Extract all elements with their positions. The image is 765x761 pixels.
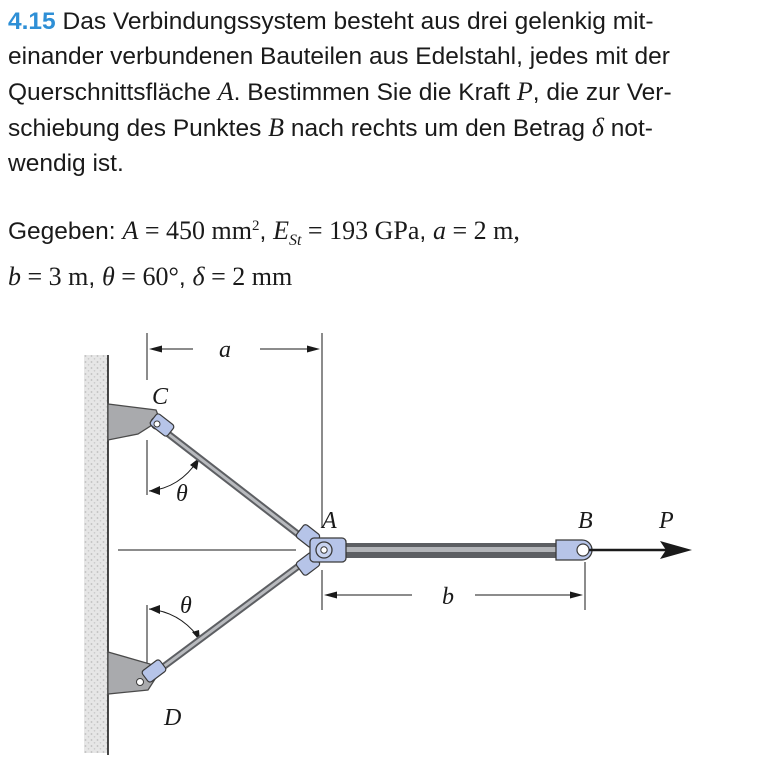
clevis-B <box>556 508 593 560</box>
joint-A <box>295 508 346 576</box>
label-a: a <box>219 337 231 363</box>
label-P: P <box>659 508 674 534</box>
bar-DA <box>155 556 312 673</box>
problem-line-3: Querschnittsfläche A. Bestimmen Sie die Kraft P, die zur Ver- <box>8 77 672 106</box>
bracket-C <box>108 384 175 440</box>
problem-line-2: einander verbundenen Bauteilen aus Edelstahl, jedes mit der <box>8 43 670 70</box>
problem-line-4: schiebung des Punktes B nach rechts um den Betrag δ not- <box>8 113 653 142</box>
label-A: A <box>322 508 337 534</box>
label-D: D <box>164 705 182 731</box>
label-C: C <box>152 384 169 410</box>
dimension-b <box>322 562 585 610</box>
given-line-2: b = 3 m, θ = 60°, δ = 2 mm <box>8 262 293 292</box>
label-theta-upper: θ <box>176 481 188 507</box>
given-line-1: Gegeben: A = 450 $mm^2$, $E_{St} = 193$ GPa, a = 2 m, <box>8 216 520 250</box>
problem-line-5: wendig ist. <box>8 150 124 177</box>
label-theta-lower: θ <box>180 593 192 619</box>
problem-number: 4.15 <box>8 8 56 35</box>
label-B: B <box>578 508 593 534</box>
dimension-a <box>147 333 322 528</box>
label-b: b <box>442 584 454 610</box>
wall <box>84 355 108 755</box>
force-P-arrow <box>589 508 692 559</box>
problem-line-1: 4.15 Das Verbindungssystem besteht aus drei gelenkig mit- <box>8 8 654 35</box>
bar-AB <box>340 543 562 558</box>
